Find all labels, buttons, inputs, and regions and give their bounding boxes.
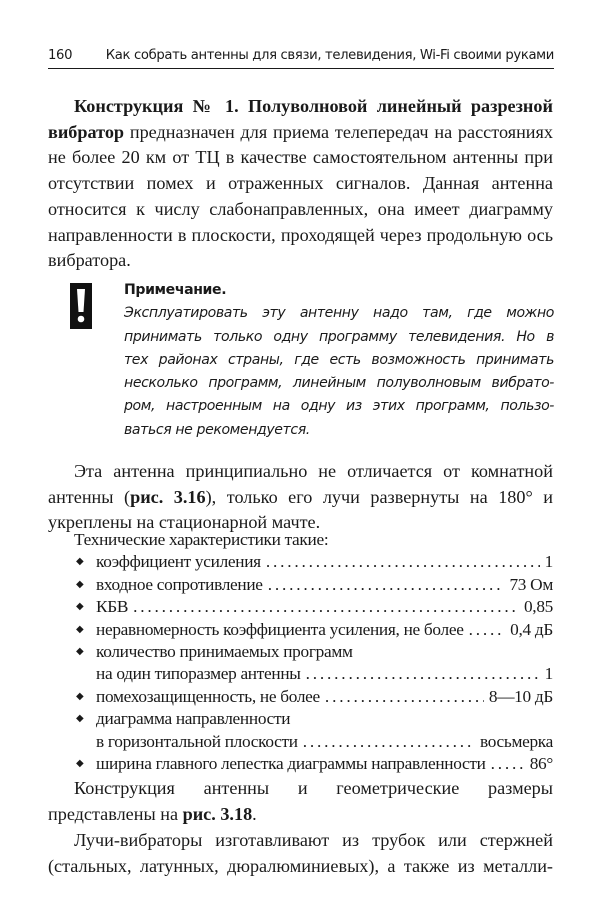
spec-value: 1: [544, 552, 553, 572]
spec-item: [48, 619, 553, 641]
spec-value: 86°: [529, 754, 553, 774]
bullet-icon: ◆: [76, 758, 84, 770]
paragraph-construction-reference: [48, 776, 553, 827]
specs-intro: Технические характеристики такие:: [74, 530, 329, 549]
spec-label: неравномерность коэффициента усиления, не более: [96, 619, 464, 639]
specifications-list: [48, 529, 553, 775]
page-number: 160: [48, 48, 73, 63]
spec-label: КБВ: [96, 597, 129, 617]
spec-label: на один типоразмер антенны: [96, 664, 301, 684]
paragraph-text: Эта антенна принципиально не отличается от комнатной антенны (: [48, 461, 553, 507]
paragraph-construction-1: [48, 94, 553, 274]
figure-reference: рис. 3.16: [130, 486, 206, 507]
spec-value: восьмерка: [479, 731, 553, 751]
dot-leader: [303, 731, 475, 753]
bullet-icon: ◆: [76, 578, 84, 590]
paragraph-text: предназначен для приема телепередач на расстояниях не более 20 км от ТЦ в качестве самостоятельном антенны при отсутствии помех и отраженных сигналов. Данная антенна относится к числу слабонаправленных, она имеет диаграмму направленности в плоскости, проходящей через продольную ось вибратора.: [48, 121, 553, 271]
dot-leader: [266, 551, 540, 573]
spec-label: коэффициент усиления: [96, 552, 261, 572]
bullet-icon: ◆: [76, 623, 84, 635]
spec-item: [48, 686, 553, 708]
note-line: ром, настроенным на одну из этих программ, пользо-: [124, 398, 554, 415]
note-line: ваться не рекомендуется.: [124, 421, 310, 438]
bullet-icon: ◆: [76, 601, 84, 613]
note-line: несколько программ, линейным полуволновым вибрато-: [124, 375, 554, 392]
dot-leader: [306, 663, 540, 685]
note-line: Эксплуатировать эту антенну надо там, где можно: [124, 305, 554, 322]
note-text: [124, 302, 554, 442]
spec-item-continuation: [48, 731, 553, 753]
bullet-icon: ◆: [76, 646, 84, 658]
spec-label: диаграмма направленности: [96, 709, 291, 729]
spec-label: количество принимаемых программ: [96, 642, 353, 662]
dot-leader: [268, 574, 505, 596]
dot-leader: [325, 686, 484, 708]
note-line: принимать только одну программу телевидения. Но в: [124, 328, 554, 345]
spec-item-continuation: [48, 663, 553, 685]
construction-title: Конструкция № 1. Полуволновой линейный разрезной вибратор: [48, 96, 553, 142]
spec-value: 0,4 дБ: [510, 619, 553, 639]
spec-value: 0,85: [523, 597, 553, 617]
paragraph-text: Конструкция антенны и геометрические размеры представлены на: [48, 778, 553, 824]
spec-item: [48, 753, 553, 775]
bullet-icon: ◆: [76, 556, 84, 568]
spec-item: [48, 574, 553, 596]
spec-label: помехозащищенность, не более: [96, 686, 320, 706]
note-body: [124, 279, 554, 442]
paragraph-text: Лучи-вибраторы изготавливают из трубок или стержней (стальных, латунных, дюралюминиевых), а также из металли-: [48, 830, 553, 876]
dot-leader: [469, 619, 506, 641]
paragraph-text: .: [252, 803, 257, 824]
spec-item: [48, 641, 553, 663]
spec-label: ширина главного лепестка диаграммы направленности: [96, 754, 486, 774]
spec-item: [48, 596, 553, 618]
paragraph-comparison: [48, 459, 553, 536]
page-header: [48, 46, 554, 69]
spec-item: [48, 708, 553, 730]
bullet-icon: ◆: [76, 713, 84, 725]
spec-value: 8—10 дБ: [488, 686, 553, 706]
exclamation-icon: [70, 283, 92, 329]
paragraph-text: ), только его лучи развернуты на 180° и укреплены на стационарной мачте.: [48, 486, 553, 533]
spec-label: входное сопротивление: [96, 574, 263, 594]
spec-value: 1: [544, 664, 553, 684]
spec-value: 73 Ом: [509, 574, 553, 594]
bullet-icon: ◆: [76, 690, 84, 702]
figure-reference: рис. 3.18: [182, 803, 253, 824]
note-line: тех районах страны, где есть возможность принимать: [124, 351, 554, 368]
dot-leader: [133, 596, 519, 618]
dot-leader: [491, 753, 525, 775]
running-title: Как собрать антенны для связи, телевидения, Wi-Fi своими руками: [105, 48, 554, 63]
spec-item: [48, 551, 553, 573]
paragraph-materials: [48, 828, 553, 879]
spec-label: в горизонтальной плоскости: [96, 731, 298, 751]
note-title: Примечание.: [124, 282, 227, 298]
